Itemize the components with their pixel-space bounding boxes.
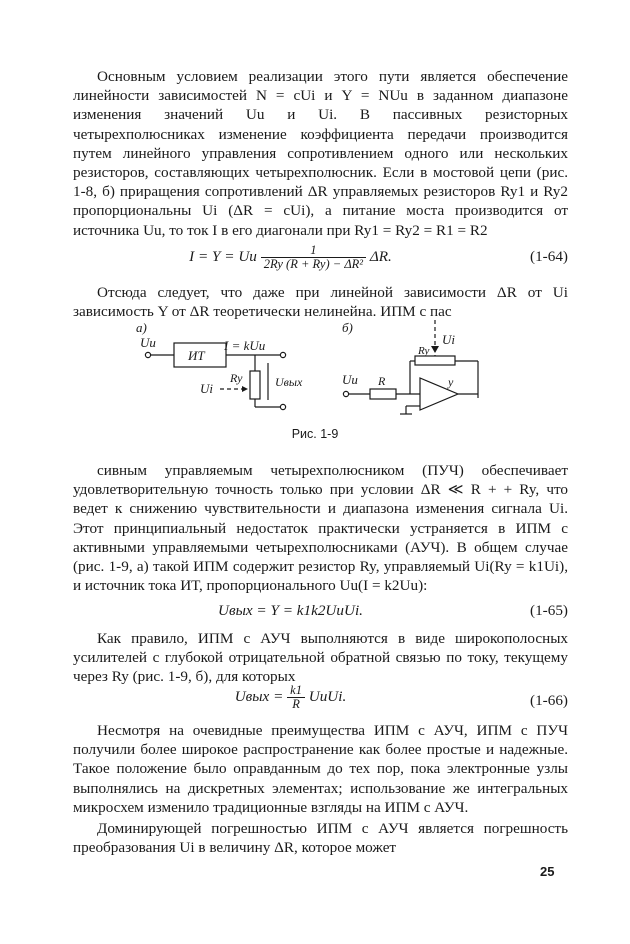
paragraph-3-block [73,461,568,595]
fig-b-amp-label: y [448,375,454,389]
paragraph-1-block [73,67,568,240]
eq66-numerator: k1 [287,684,305,698]
fig-b-input-terminal [343,391,348,396]
paragraph-2-block [73,283,568,321]
fig-b-control-label: Ui [442,332,455,347]
equation-1-65 [73,601,568,623]
paragraph-6: Доминирующей погрешностью ИПМ с АУЧ является погрешность преобразования Ui в величину ΔR, которое может [73,820,568,857]
equation-number-1-66: (1-66) [530,692,568,709]
fig-a-output-label: Uвых [275,375,303,389]
paragraph-2: Отсюда следует, что даже при линейной зависимости ΔR от Ui зависимость Y от ΔR теоретически нелинейна. ИПМ с пас [73,284,568,321]
equation-1-64 [73,244,568,274]
fig-b-input-resistor [370,389,396,399]
fig-a-panel-label: а) [136,320,147,335]
fig-b-resistor-ry [415,356,455,365]
paragraph-6-block [73,819,568,857]
paragraph-4: Как правило, ИПМ с АУЧ выполняются в виде широкополосных усилителей с глубокой отрицательной обратной связью по току, текущему через Ry (рис. 1-9, б), для которых [73,630,568,686]
fig-a-output-terminal-top [280,352,285,357]
fig-a-block-label: ИТ [188,348,205,363]
equation-1-66 [73,684,568,718]
eq64-fraction [261,244,366,271]
fig-a-input-terminal [145,352,150,357]
figure-1-9 [130,318,510,426]
figure-caption: Рис. 1-9 [291,427,339,441]
paragraph-3: сивным управляемым четырехполюсником (ПУЧ) обеспечивает удовлетворительную точность только при условии ΔR ≪ R + + Ry, что ведет к снижению чувствительности и диапазона изменения сигнала Ui. Этот принципиальный недостаток практически устраняется в ИПМ с активными управляемыми четырехполюсниками (АУЧ). В общем случае (рис. 1-9, а) такой ИПМ содержит резистор Ry, управляемый Ui(Ry = k1Ui), и источник тока ИТ, пропорционального Uu(I = k2Uu): [73,462,568,595]
fig-a-control-label: Ui [200,381,213,396]
eq64-numerator: 1 [261,244,366,258]
equation-number-1-64: (1-64) [530,248,568,265]
eq64-lhs: I = Y = Uu [189,247,257,265]
fig-b-input-resistor-label: R [378,374,386,388]
paragraph-1: Основным условием реализации этого пути является обеспечение линейности зависимостей N = cUi и Y = NUu в заданном диапазоне изменения значений Uu и Ui. В пассивных резисторных четырехполюсниках изменение коэффициента передачи производится путем линейного управления сопротивлением одного или нескольких резисторов, составляющих четырехполюсник. Если в мостовой цепи (рис. 1-8, б) приращения сопротивлений ΔR управляемых резисторов Ry1 и Ry2 пропорциональны Ui (ΔR = cUi), а питание моста производится от источника Uu, то ток I в его диагонали при Ry1 = Ry2 = R1 = R2 [73,68,568,239]
fig-a-output-terminal-bottom [280,404,285,409]
eq66-rhs: UuUi. [308,687,347,705]
fig-b-panel-label: б) [342,320,353,335]
equation-1-64-body [73,244,508,271]
fig-a-resistor-ry [250,371,260,399]
eq66-lhs: Uвых = [234,687,284,705]
fig-a-control-arrow [242,386,248,392]
equation-1-65-body: Uвых = Y = k1k2UuUi. [218,602,363,619]
fig-a-input-label: Uu [140,335,156,350]
fig-b-resistor-label: Ry [418,345,430,357]
equation-1-66-body [73,684,508,711]
fig-a-current-label: I = kUu [224,338,266,353]
page-number: 25 [540,864,555,879]
fig-b-control-arrow [431,346,439,353]
eq66-denominator: R [292,697,300,711]
fig-b-input-label: Uu [342,372,358,387]
paragraph-4-block [73,629,568,687]
eq64-denominator: 2Ry (R + Ry) − ΔR² [263,257,364,271]
eq64-rhs: ΔR. [369,247,392,265]
eq66-fraction [287,684,305,711]
fig-a-resistor-label: Ry [230,371,243,385]
equation-number-1-65: (1-65) [530,602,568,619]
paragraph-5-block [73,721,568,817]
paragraph-5: Несмотря на очевидные преимущества ИПМ с АУЧ, ИПМ с ПУЧ получили более широкое распространение как более простые и надежные. Такое положение было оправданным до тех пор, пока электронные узлы выполнялись на дискретных элементах; использование же интегральных микросхем изменило традиционные взгляды на ИПМ с АУЧ. [73,722,568,816]
